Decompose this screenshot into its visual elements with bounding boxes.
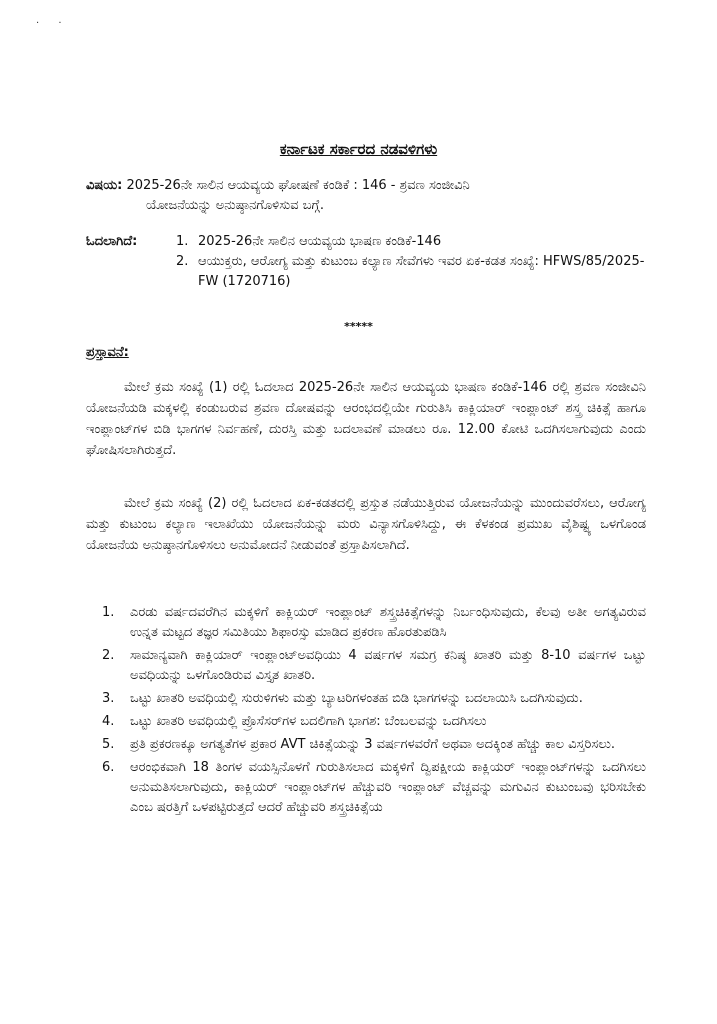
subject-block (86, 176, 646, 216)
subject-line-1: 2025-26ನೇ ಸಾಲಿನ ಆಯವ್ಯಯ ಘೋಷಣೆ ಕಂಡಿಕೆ : 146 - ಶ್ರವಣ ಸಂಜೀವಿನಿ (126, 178, 470, 193)
list-item-number: 3. (102, 691, 115, 706)
paragraph: ಮೇಲೆ ಕ್ರಮ ಸಂಖ್ಯೆ (1) ರಲ್ಲಿ ಓದಲಾದ 2025-26ನೇ ಸಾಲಿನ ಆಯವ್ಯಯ ಭಾಷಣ ಕಂಡಿಕೆ-146 ರಲ್ಲಿ ಶ್ರವಣ ಸಂಜೀವಿನಿ ಯೋಜನೆಯಡಿ ಮಕ್ಕಳಲ್ಲಿ ಕಂಡುಬರುವ ಶ್ರವಣ ದೋಷವನ್ನು ಆರಂಭದಲ್ಲಿಯೇ ಗುರುತಿಸಿ ಕಾಕ್ಲಿಯಾರ್ ಇಂಪ್ಲಾಂಟ್ ಶಸ್ತ್ರ ಚಿಕಿತ್ಸೆ ಹಾಗೂ ಇಂಪ್ಲಾಂಟ್‌ಗಳ ಬಿಡಿ ಭಾಗಗಳ ನಿರ್ವಹಣೆ, ದುರಸ್ತಿ ಮತ್ತು ಬದಲಾವಣೆ ಮಾಡಲು ರೂ. 12.00 ಕೋಟಿ ಒದಗಿಸಲಾಗುವುದು ಎಂದು ಘೋಷಿಸಲಾಗಿರುತ್ತದೆ. (86, 380, 646, 458)
references-label: ಓದಲಾಗಿದೆ: (86, 234, 138, 249)
reference-text: ಆಯುಕ್ತರು, ಆರೋಗ್ಯ ಮತ್ತು ಕುಟುಂಬ ಕಲ್ಯಾಣ ಸೇವೆಗಳು ಇವರ ಏಕ-ಕಡತ ಸಂಖ್ಯೆ: HFWS/85/2025-FW (1720716) (198, 254, 645, 289)
scan-specks: · · (36, 18, 70, 29)
reference-number: 1. (176, 234, 189, 249)
list-item-number: 5. (102, 737, 115, 752)
list-item-number: 6. (102, 760, 115, 775)
list-item (102, 603, 646, 643)
preamble-heading: ಪ್ರಸ್ತಾವನೆ: (86, 345, 129, 360)
subject-line-2: ಯೋಜನೆಯನ್ನು ಅನುಷ್ಠಾನಗೊಳಿಸುವ ಬಗ್ಗೆ. (146, 198, 324, 213)
feature-list (102, 603, 646, 821)
list-item-number: 4. (102, 714, 115, 729)
reference-item (176, 232, 646, 252)
list-item (102, 646, 646, 686)
list-item (102, 758, 646, 818)
list-item-text: ಒಟ್ಟು ಖಾತರಿ ಅವಧಿಯಲ್ಲಿ ಸುರುಳಿಗಳು ಮತ್ತು ಬ್ಯಾಟರಿಗಳಂತಹ ಬಿಡಿ ಭಾಗಗಳನ್ನು ಬದಲಾಯಿಸಿ ಒದಗಿಸುವುದು. (130, 691, 583, 706)
list-item-number: 1. (102, 605, 115, 620)
list-item-number: 2. (102, 648, 115, 663)
references-list (176, 232, 646, 292)
list-item (102, 689, 646, 709)
subject-label: ವಿಷಯ: (86, 178, 123, 193)
reference-item (176, 252, 646, 292)
section-separator: ***** (344, 320, 373, 333)
paragraph: ಮೇಲೆ ಕ್ರಮ ಸಂಖ್ಯೆ (2) ರಲ್ಲಿ ಓದಲಾದ ಏಕ-ಕಡತದಲ್ಲಿ ಪ್ರಸ್ತುತ ನಡೆಯುತ್ತಿರುವ ಯೋಜನೆಯನ್ನು ಮುಂದುವರೆಸಲು, ಆರೋಗ್ಯ ಮತ್ತು ಕುಟುಂಬ ಕಲ್ಯಾಣ ಇಲಾಖೆಯು ಯೋಜನೆಯನ್ನು ಮರು ವಿನ್ಯಾಸಗೊಳಿಸಿದ್ದು, ಈ ಕೆಳಕಂಡ ಪ್ರಮುಖ ವೈಶಿಷ್ಟ್ಯ ಒಳಗೊಂಡ ಯೋಜನೆಯ ಅನುಷ್ಠಾನಗೊಳಿಸಲು ಅನುಮೋದನೆ ನೀಡುವಂತೆ ಪ್ರಸ್ತಾಪಿಸಲಾಗಿದೆ. (86, 496, 646, 553)
list-item (102, 735, 646, 755)
list-item-text: ಎರಡು ವರ್ಷದವರೆಗಿನ ಮಕ್ಕಳಿಗೆ ಕಾಕ್ಲಿಯರ್ ಇಂಪ್ಲಾಂಟ್ ಶಸ್ತ್ರಚಿಕಿತ್ಸೆಗಳನ್ನು ನಿರ್ಬಂಧಿಸುವುದು, ಕೆಲವು ಅತೀ ಅಗತ್ಯವಿರುವ ಉನ್ನತ ಮಟ್ಟದ ತಜ್ಞರ ಸಮಿತಿಯು ಶಿಫಾರಸ್ಸು ಮಾಡಿದ ಪ್ರಕರಣ ಹೊರತುಪಡಿಸಿ (130, 605, 646, 640)
list-item (102, 712, 646, 732)
reference-number: 2. (176, 254, 189, 269)
list-item-text: ಒಟ್ಟು ಖಾತರಿ ಅವಧಿಯಲ್ಲಿ ಪ್ರೊಸೆಸರ್‌ಗಳ ಬದಲಿಗಾಗಿ ಭಾಗಶ: ಬೆಂಬಲವನ್ನು ಒದಗಿಸಲು (130, 714, 487, 729)
list-item-text: ಆರಂಭಿಕವಾಗಿ 18 ತಿಂಗಳ ವಯಸ್ಸಿನೊಳಗೆ ಗುರುತಿಸಲಾದ ಮಕ್ಕಳಿಗೆ ದ್ವಿಪಕ್ಷೀಯ ಕಾಕ್ಲಿಯರ್ ಇಂಪ್ಲಾಂಟ್‌ಗಳನ್ನು ಒದಗಿಸಲು ಅನುಮತಿಸಲಾಗುವುದು, ಕಾಕ್ಲಿಯರ್ ಇಂಪ್ಲಾಂಟ್‌ಗಳ ಹೆಚ್ಚುವರಿ ಇಂಪ್ಲಾಂಟ್ ವೆಚ್ಚವನ್ನು ಮಗುವಿನ ಕುಟುಂಬವು ಭರಿಸಬೇಕು ಎಂಬ ಷರತ್ತಿಗೆ ಒಳಪಟ್ಟಿರುತ್ತದೆ ಆದರೆ ಹೆಚ್ಚುವರಿ ಶಸ್ತ್ರಚಿಕಿತ್ಸೆಯ (130, 760, 646, 815)
list-item-text: ಸಾಮಾನ್ಯವಾಗಿ ಕಾಕ್ಲಿಯಾರ್ ಇಂಪ್ಲಾಂಟ್‌ಅವಧಿಯು 4 ವರ್ಷಗಳ ಸಮಗ್ರ ಕನಿಷ್ಠ ಖಾತರಿ ಮತ್ತು 8-10 ವರ್ಷಗಳ ಒಟ್ಟು ಅವಧಿಯನ್ನು ಒಳಗೊಂಡಿರುವ ವಿಸ್ತೃತ ಖಾತರಿ. (130, 648, 646, 683)
list-item-text: ಪ್ರತಿ ಪ್ರಕರಣಕ್ಕೂ ಅಗತ್ಯತೆಗಳ ಪ್ರಕಾರ AVT ಚಿಕಿತ್ಸೆಯನ್ನು 3 ವರ್ಷಗಳವರೆಗೆ ಅಥವಾ ಅದಕ್ಕಿಂತ ಹೆಚ್ಚು ಕಾಲ ವಿಸ್ತರಿಸಲು. (130, 737, 615, 752)
reference-text: 2025-26ನೇ ಸಾಲಿನ ಆಯವ್ಯಯ ಭಾಷಣ ಕಂಡಿಕೆ-146 (198, 234, 442, 249)
document-title: ಕರ್ನಾಟಕ ಸರ್ಕಾರದ ನಡವಳಿಗಳು (279, 140, 438, 158)
